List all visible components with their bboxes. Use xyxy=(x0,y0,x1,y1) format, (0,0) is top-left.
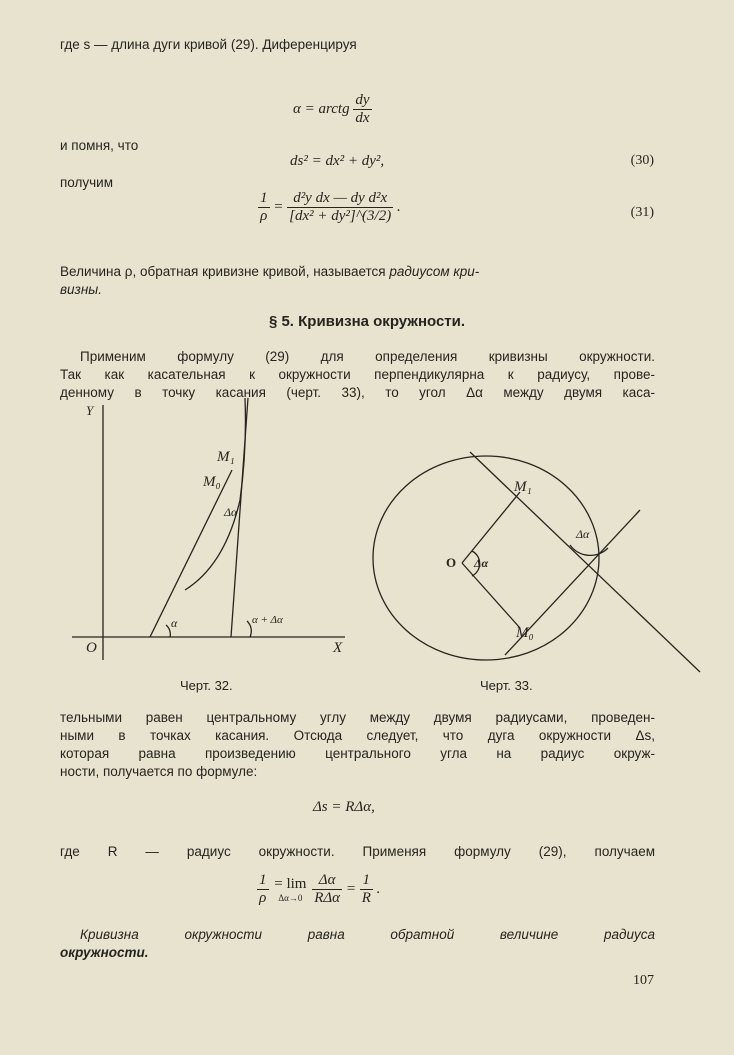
figure-caption: Черт. 32. xyxy=(180,678,233,693)
text-line: денному в точку касания (черт. 33), то угол Δα между двумя каса- xyxy=(60,385,655,400)
point-m0-label: M₀ xyxy=(203,474,221,490)
formula-num: dy xyxy=(355,92,370,108)
formula-den: ρ xyxy=(257,889,269,907)
formula-lim-sub: Δα→0 xyxy=(278,893,303,903)
term-italic: визны. xyxy=(60,282,102,297)
angle-arc xyxy=(247,621,251,637)
figure-33 xyxy=(373,452,700,672)
point-m0-label: M₀ xyxy=(516,625,534,641)
text-line: которая равна произведению центрального угла на радиус окруж- xyxy=(60,746,655,761)
formula-num: 1 xyxy=(362,872,371,888)
figure-32 xyxy=(72,398,345,660)
term-italic: радиусом кри- xyxy=(389,264,480,279)
text-line: где R — радиус окружности. Применяя формулу (29), получаем xyxy=(60,844,655,859)
formula-num: d²y dx — dy d²x xyxy=(293,190,388,206)
formula-num: 1 xyxy=(259,872,267,888)
equation-number: (30) xyxy=(630,153,654,168)
formula-num: 1 xyxy=(260,190,268,206)
formula-den: dx xyxy=(355,110,370,126)
formula-31: $\frac{1}{\rho}$ = $\frac{\text{d²y dx — dy d²x}}{\text{[dx² + dy²]\textasciicircum{}(3/2)}}$ . xyxy=(260,190,401,224)
point-m1-label: M₁ xyxy=(217,449,235,465)
formula-arc-length: Δs = RΔα, xyxy=(313,799,375,815)
text-line: Так как касательная к окружности перпендикулярна к радиусу, прове- xyxy=(60,367,655,382)
y-axis-label: Y xyxy=(86,403,94,418)
formula-den: [dx² + dy²]^(3/2) xyxy=(289,208,392,224)
center-label: O xyxy=(446,555,457,570)
center-angle-label: Δα xyxy=(474,556,489,570)
alpha-plus-delta-label: α + Δα xyxy=(252,614,283,626)
tangent-m1 xyxy=(470,452,700,672)
theorem-text: окружности. xyxy=(60,945,149,960)
figure-caption: Черт. 33. xyxy=(480,678,533,693)
text-span: Величина ρ, обратная кривизне кривой, называется xyxy=(60,264,390,279)
theorem-text: Кривизна окружности равна обратной величине радиуса xyxy=(80,927,655,942)
delta-alpha-label: Δα xyxy=(576,527,590,541)
formula-lim: = lim xyxy=(274,876,307,892)
text-line: ности, получается по формуле: xyxy=(60,764,258,779)
point-m1-label: M₁ xyxy=(514,479,532,495)
formula-num: Δα xyxy=(318,872,336,888)
section-heading: § 5. Кривизна окружности. xyxy=(268,313,466,330)
text-line: тельными равен центральному углу между двумя радиусами, проведен- xyxy=(60,710,655,725)
radius-m1 xyxy=(462,492,520,563)
formula-den: ρ xyxy=(258,207,270,225)
radius-m0 xyxy=(462,563,520,628)
text-line: Применим формулу (29) для определения кривизны окружности. xyxy=(80,349,655,364)
formula-30: ds² = dx² + dy², xyxy=(290,153,385,169)
angle-arc xyxy=(166,625,170,637)
alpha-label: α xyxy=(171,616,178,630)
x-axis-label: X xyxy=(333,640,343,656)
text-line: где s — длина дуги кривой (29). Диференцируя xyxy=(60,37,357,52)
formula-curvature-limit: $\frac{1}{\rho}$ = lim Δα→0 $\frac{\Delta\alpha}{\text{RΔα}}$ = $\frac{1}{R}$ . xyxy=(259,872,381,906)
text-line: и помня, что xyxy=(60,138,139,153)
origin-label: O xyxy=(86,640,97,656)
text-line: ными в точках касания. Отсюда следует, что дуга окружности Δs, xyxy=(60,728,655,743)
formula-den: RΔα xyxy=(314,890,341,906)
text-line: получим xyxy=(60,175,114,190)
formula-den: R xyxy=(361,890,371,906)
delta-alpha-label: Δα xyxy=(224,505,238,519)
equation-number: (31) xyxy=(630,205,654,220)
formula-alpha-lhs: α = arctg xyxy=(293,100,350,117)
page-number: 107 xyxy=(633,973,654,988)
